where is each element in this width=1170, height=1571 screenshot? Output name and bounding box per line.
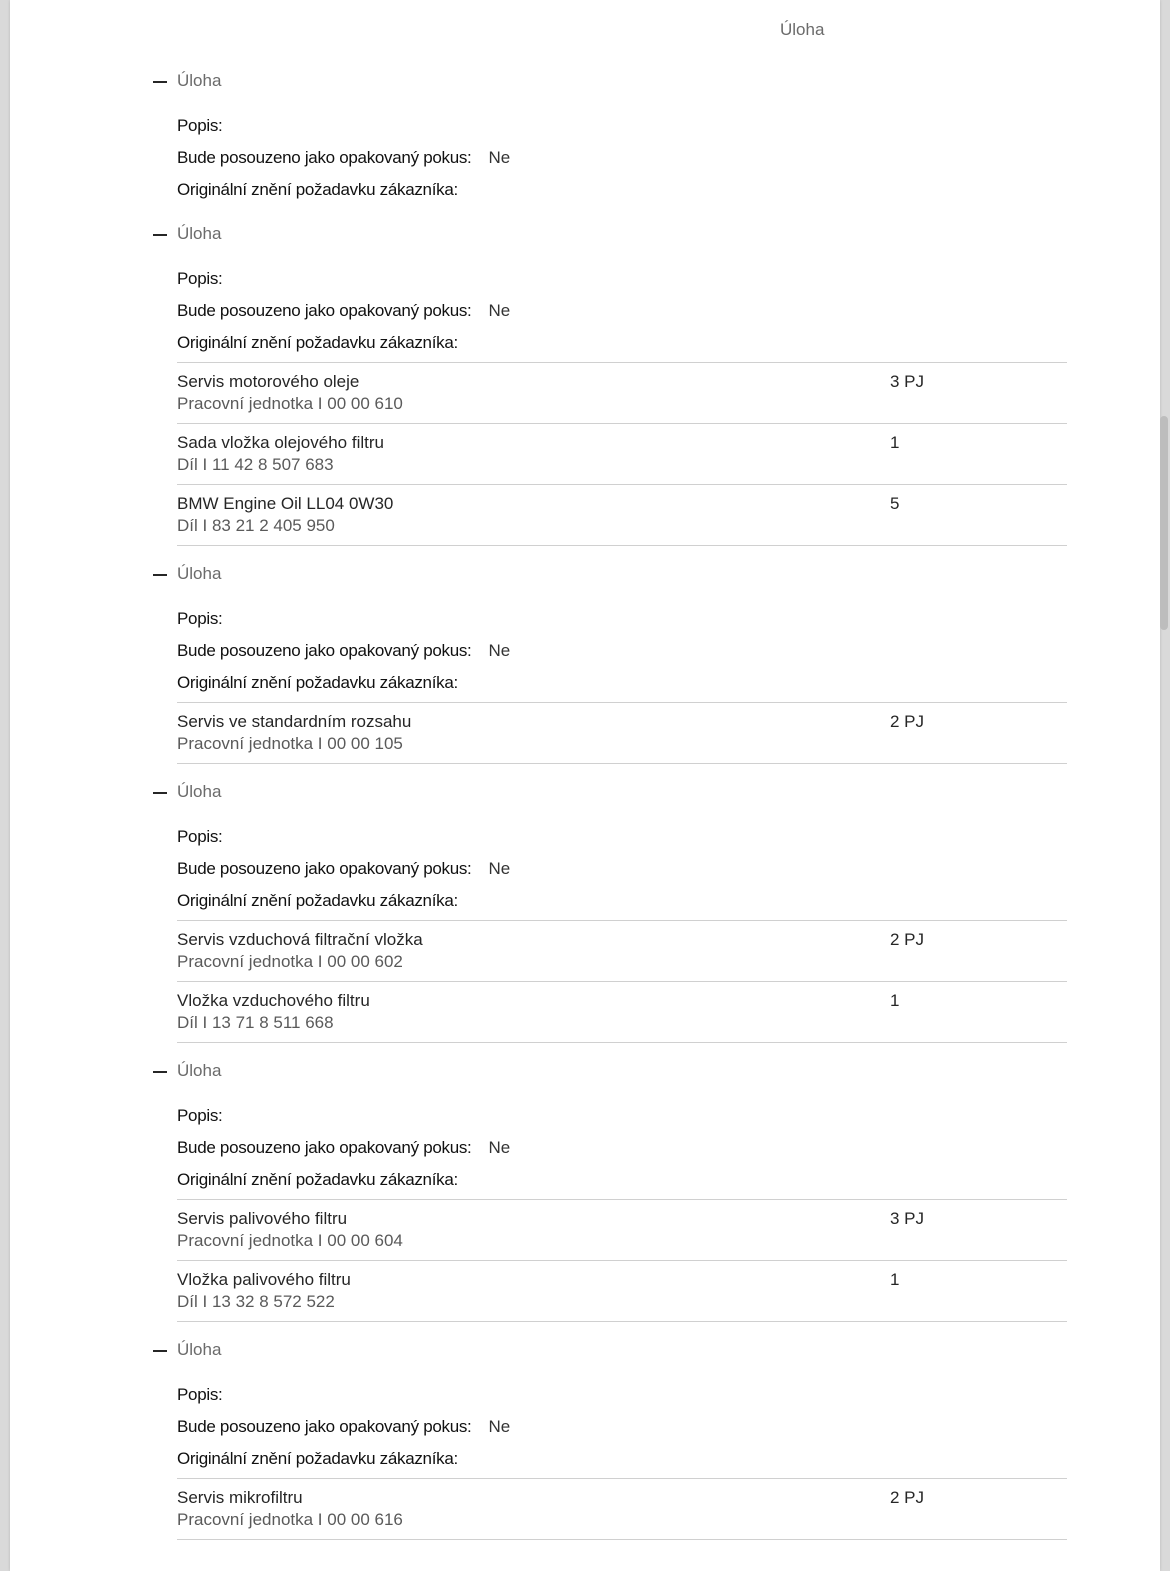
- item-quantity: 2 PJ: [890, 1488, 925, 1507]
- task-block: [10, 69, 1160, 206]
- repeat-attempt-label: Bude posouzeno jako opakovaný pokus:: [177, 1417, 472, 1436]
- task-items-table: [177, 1478, 1067, 1540]
- repeat-attempt-label: Bude posouzeno jako opakovaný pokus:: [177, 859, 472, 878]
- item-quantity: 2 PJ: [890, 712, 925, 731]
- item-row: [177, 484, 1067, 546]
- item-quantity: 1: [890, 991, 900, 1010]
- task-header: [10, 1338, 1160, 1364]
- item-name: Servis mikrofiltru: [177, 1488, 303, 1507]
- item-code: Pracovní jednotka I 00 00 616: [177, 1510, 403, 1529]
- task-title: Úloha: [177, 71, 222, 90]
- item-quantity: 3 PJ: [890, 1209, 925, 1228]
- popis-row: [177, 603, 1160, 635]
- item-code: Díl I 13 71 8 511 668: [177, 1013, 334, 1032]
- task-title: Úloha: [177, 1061, 222, 1080]
- item-quantity: 1: [890, 433, 900, 452]
- item-quantity: 2 PJ: [890, 930, 925, 949]
- repeat-attempt-label: Bude posouzeno jako opakovaný pokus:: [177, 301, 472, 320]
- task-block: [10, 1059, 1160, 1322]
- task-title: Úloha: [177, 1340, 222, 1359]
- customer-request-label: Originální znění požadavku zákazníka:: [177, 180, 458, 199]
- task-block: [10, 222, 1160, 546]
- repeat-attempt-label: Bude posouzeno jako opakovaný pokus:: [177, 1138, 472, 1157]
- task-items-table: [177, 920, 1067, 1043]
- task-meta: [177, 95, 1160, 206]
- item-code: Pracovní jednotka I 00 00 604: [177, 1231, 403, 1250]
- repeat-attempt-value: Ne: [488, 148, 511, 167]
- repeat-attempt-label: Bude posouzeno jako opakovaný pokus:: [177, 641, 472, 660]
- task-block: [10, 562, 1160, 764]
- task-items-table: [177, 1199, 1067, 1322]
- item-row: [177, 362, 1067, 423]
- task-meta: [177, 806, 1160, 917]
- collapse-minus-icon[interactable]: [153, 792, 167, 794]
- task-header: [10, 780, 1160, 806]
- task-title: Úloha: [177, 564, 222, 583]
- item-code: Pracovní jednotka I 00 00 602: [177, 952, 403, 971]
- item-name: Vložka palivového filtru: [177, 1270, 351, 1289]
- item-name: Servis vzduchová filtrační vložka: [177, 930, 423, 949]
- collapse-minus-icon[interactable]: [153, 1071, 167, 1073]
- item-code: Díl I 13 32 8 572 522: [177, 1292, 335, 1311]
- collapse-minus-icon[interactable]: [153, 234, 167, 236]
- task-meta: [177, 1364, 1160, 1475]
- item-code: Pracovní jednotka I 00 00 610: [177, 394, 403, 413]
- popis-label: Popis:: [177, 827, 223, 846]
- repeat-attempt-label: Bude posouzeno jako opakovaný pokus:: [177, 148, 472, 167]
- task-title: Úloha: [177, 782, 222, 801]
- task-items-table: [177, 362, 1067, 546]
- popis-label: Popis:: [177, 1385, 223, 1404]
- customer-request-row: [177, 174, 1160, 206]
- item-code: Díl I 83 21 2 405 950: [177, 516, 335, 535]
- item-code: Díl I 11 42 8 507 683: [177, 455, 334, 474]
- customer-request-row: [177, 327, 1160, 359]
- customer-request-label: Originální znění požadavku zákazníka:: [177, 333, 458, 352]
- collapse-minus-icon[interactable]: [153, 81, 167, 83]
- repeat-attempt-row: [177, 1411, 1160, 1443]
- task-block: [10, 1338, 1160, 1540]
- customer-request-row: [177, 1164, 1160, 1196]
- popis-label: Popis:: [177, 609, 223, 628]
- task-header: [10, 562, 1160, 588]
- task-items-table: [177, 702, 1067, 764]
- item-name: Servis palivového filtru: [177, 1209, 348, 1228]
- popis-row: [177, 1379, 1160, 1411]
- customer-request-label: Originální znění požadavku zákazníka:: [177, 1449, 458, 1468]
- task-header: [10, 222, 1160, 248]
- item-quantity: 1: [890, 1270, 900, 1289]
- item-row: [177, 981, 1067, 1043]
- repeat-attempt-row: [177, 142, 1160, 174]
- customer-request-row: [177, 885, 1160, 917]
- item-name: Servis ve standardním rozsahu: [177, 712, 412, 731]
- customer-request-label: Originální znění požadavku zákazníka:: [177, 673, 458, 692]
- task-block: [10, 780, 1160, 1043]
- column-header-task: Úloha: [780, 20, 825, 39]
- popis-row: [177, 1100, 1160, 1132]
- item-row: [177, 702, 1067, 764]
- repeat-attempt-row: [177, 635, 1160, 667]
- repeat-attempt-row: [177, 1132, 1160, 1164]
- collapse-minus-icon[interactable]: [153, 1350, 167, 1352]
- popis-label: Popis:: [177, 1106, 223, 1125]
- item-name: Vložka vzduchového filtru: [177, 991, 370, 1010]
- item-row: [177, 1478, 1067, 1540]
- popis-label: Popis:: [177, 116, 223, 135]
- item-code: Pracovní jednotka I 00 00 105: [177, 734, 403, 753]
- popis-row: [177, 263, 1160, 295]
- task-header: [10, 1059, 1160, 1085]
- task-list: [10, 69, 1160, 1556]
- repeat-attempt-value: Ne: [488, 641, 511, 660]
- customer-request-label: Originální znění požadavku zákazníka:: [177, 891, 458, 910]
- task-header: [10, 69, 1160, 95]
- repeat-attempt-value: Ne: [488, 1138, 511, 1157]
- repeat-attempt-row: [177, 295, 1160, 327]
- popis-row: [177, 110, 1160, 142]
- item-row: [177, 920, 1067, 981]
- task-meta: [177, 248, 1160, 359]
- customer-request-row: [177, 667, 1160, 699]
- item-quantity: 5: [890, 494, 900, 513]
- repeat-attempt-value: Ne: [488, 301, 511, 320]
- item-quantity: 3 PJ: [890, 372, 925, 391]
- repeat-attempt-value: Ne: [488, 1417, 511, 1436]
- vertical-scrollbar[interactable]: [1160, 416, 1168, 630]
- repeat-attempt-value: Ne: [488, 859, 511, 878]
- task-title: Úloha: [177, 224, 222, 243]
- task-meta: [177, 588, 1160, 699]
- collapse-minus-icon[interactable]: [153, 574, 167, 576]
- task-meta: [177, 1085, 1160, 1196]
- item-name: Sada vložka olejového filtru: [177, 433, 384, 452]
- item-name: BMW Engine Oil LL04 0W30: [177, 494, 394, 513]
- item-name: Servis motorového oleje: [177, 372, 360, 391]
- repeat-attempt-row: [177, 853, 1160, 885]
- popis-row: [177, 821, 1160, 853]
- popis-label: Popis:: [177, 269, 223, 288]
- item-row: [177, 423, 1067, 484]
- item-row: [177, 1260, 1067, 1322]
- item-row: [177, 1199, 1067, 1260]
- service-document-page: [10, 0, 1160, 1571]
- customer-request-label: Originální znění požadavku zákazníka:: [177, 1170, 458, 1189]
- customer-request-row: [177, 1443, 1160, 1475]
